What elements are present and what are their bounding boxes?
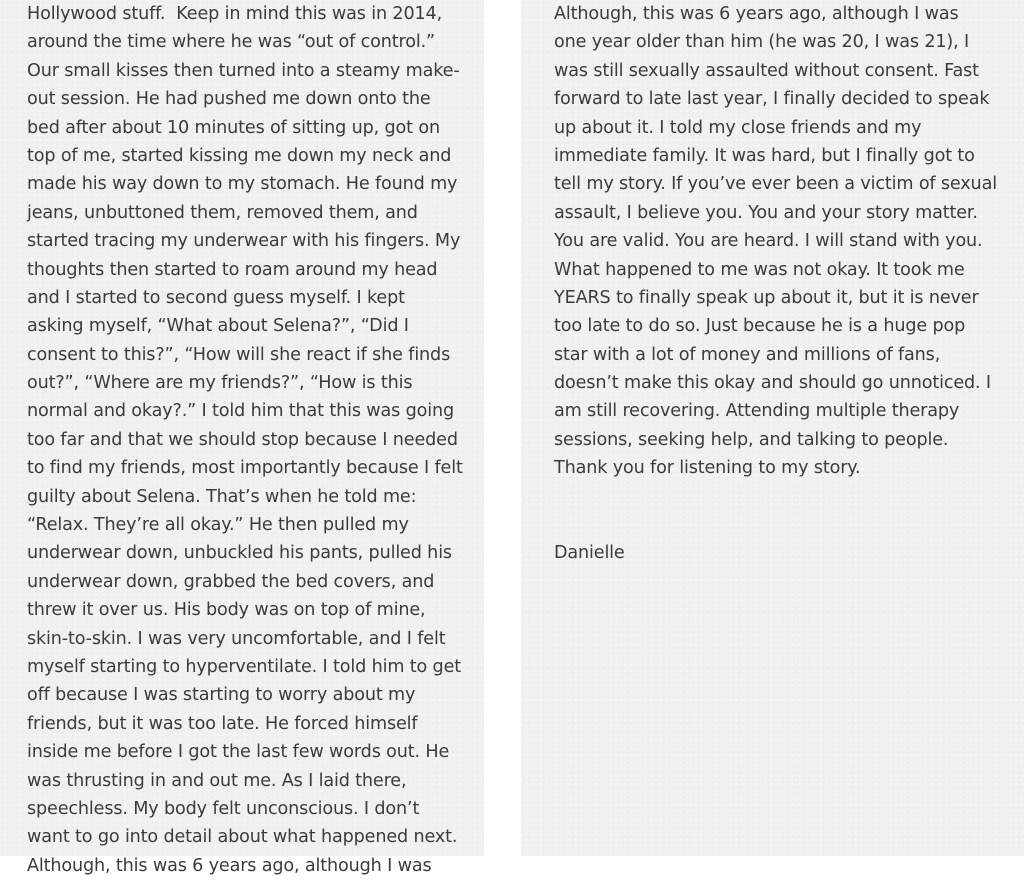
- text-line: skin-to-skin. I was very uncomfortable, and I felt: [27, 628, 446, 649]
- right-note-text: [554, 0, 997, 568]
- text-line: What happened to me was not okay. It took me: [554, 259, 965, 280]
- text-line: off because I was starting to worry about my: [27, 685, 416, 706]
- text-line: normal and okay?.” I told him that this was going: [27, 401, 455, 422]
- text-line: forward to late last year, I finally decided to speak: [554, 89, 990, 110]
- text-line: too late to do so. Just because he is a huge pop: [554, 316, 966, 337]
- text-line: inside me before I got the last few words out. He: [27, 742, 450, 763]
- text-line: top of me, started kissing me down my neck and: [27, 145, 452, 166]
- text-line: Thank you for listening to my story.: [554, 458, 861, 479]
- text-line: am still recovering. Attending multiple therapy: [554, 401, 960, 422]
- right-note-page: [521, 0, 1024, 856]
- signature: Danielle: [554, 543, 625, 564]
- text-line: too far and that we should stop because I needed: [27, 429, 458, 450]
- text-line: YEARS to finally speak up about it, but it is never: [554, 287, 979, 308]
- left-note-page: [0, 0, 484, 876]
- text-line: You are valid. You are heard. I will stand with you.: [554, 231, 983, 252]
- text-line: underwear down, grabbed the bed covers, and: [27, 571, 435, 592]
- text-line: thoughts then started to roam around my head: [27, 259, 438, 280]
- text-line: up about it. I told my close friends and my: [554, 117, 922, 138]
- left-note-text: [27, 0, 463, 880]
- text-line: want to go into detail about what happened next.: [27, 827, 458, 848]
- text-line: underwear down, unbuckled his pants, pulled his: [27, 543, 452, 564]
- text-line: and I started to second guess myself. I kept: [27, 287, 405, 308]
- text-line: myself starting to hyperventilate. I told him to get: [27, 656, 461, 677]
- text-line: Our small kisses then turned into a steamy make-: [27, 60, 460, 81]
- text-line: sessions, seeking help, and talking to people.: [554, 429, 949, 450]
- text-line: started tracing my underwear with his fingers. My: [27, 231, 461, 252]
- text-line: star with a lot of money and millions of fans,: [554, 344, 941, 365]
- text-line: out?”, “Where are my friends?”, “How is this: [27, 373, 413, 394]
- text-line: jeans, unbuttoned them, removed them, and: [27, 202, 418, 223]
- text-line: around the time where he was “out of control.”: [27, 32, 435, 53]
- paragraph-spacer: [554, 483, 997, 540]
- text-line: was still sexually assaulted without consent. Fast: [554, 60, 979, 81]
- text-line: one year older than him (he was 20, I was 21), I: [554, 32, 970, 53]
- text-line: to find my friends, most importantly because I felt: [27, 458, 463, 479]
- text-line: doesn’t make this okay and should go unnoticed. I: [554, 373, 991, 394]
- text-line: out session. He had pushed me down onto the: [27, 89, 431, 110]
- text-line: assault, I believe you. You and your story matter.: [554, 202, 978, 223]
- text-line: friends, but it was too late. He forced himself: [27, 713, 418, 734]
- text-line: was thrusting in and out me. As I laid there,: [27, 770, 407, 791]
- text-line: “Relax. They’re all okay.” He then pulled my: [27, 515, 409, 536]
- text-line: Although, this was 6 years ago, although I was: [27, 855, 432, 876]
- text-line: guilty about Selena. That’s when he told me:: [27, 486, 417, 507]
- text-line: made his way down to my stomach. He found my: [27, 174, 458, 195]
- text-line: tell my story. If you’ve ever been a victim of sexual: [554, 174, 997, 195]
- text-line: speechless. My body felt unconscious. I don’t: [27, 798, 420, 819]
- text-line: Although, this was 6 years ago, although I was: [554, 4, 959, 24]
- text-line: consent to this?”, “How will she react if she finds: [27, 344, 451, 365]
- text-line: immediate family. It was hard, but I finally got to: [554, 145, 975, 166]
- text-line: threw it over us. His body was on top of mine,: [27, 600, 426, 621]
- text-line: asking myself, “What about Selena?”, “Did I: [27, 316, 409, 337]
- text-line: Hollywood stuff. Keep in mind this was in 2014,: [27, 4, 443, 24]
- page-divider: [484, 0, 521, 856]
- text-line: bed after about 10 minutes of sitting up, got on: [27, 117, 440, 138]
